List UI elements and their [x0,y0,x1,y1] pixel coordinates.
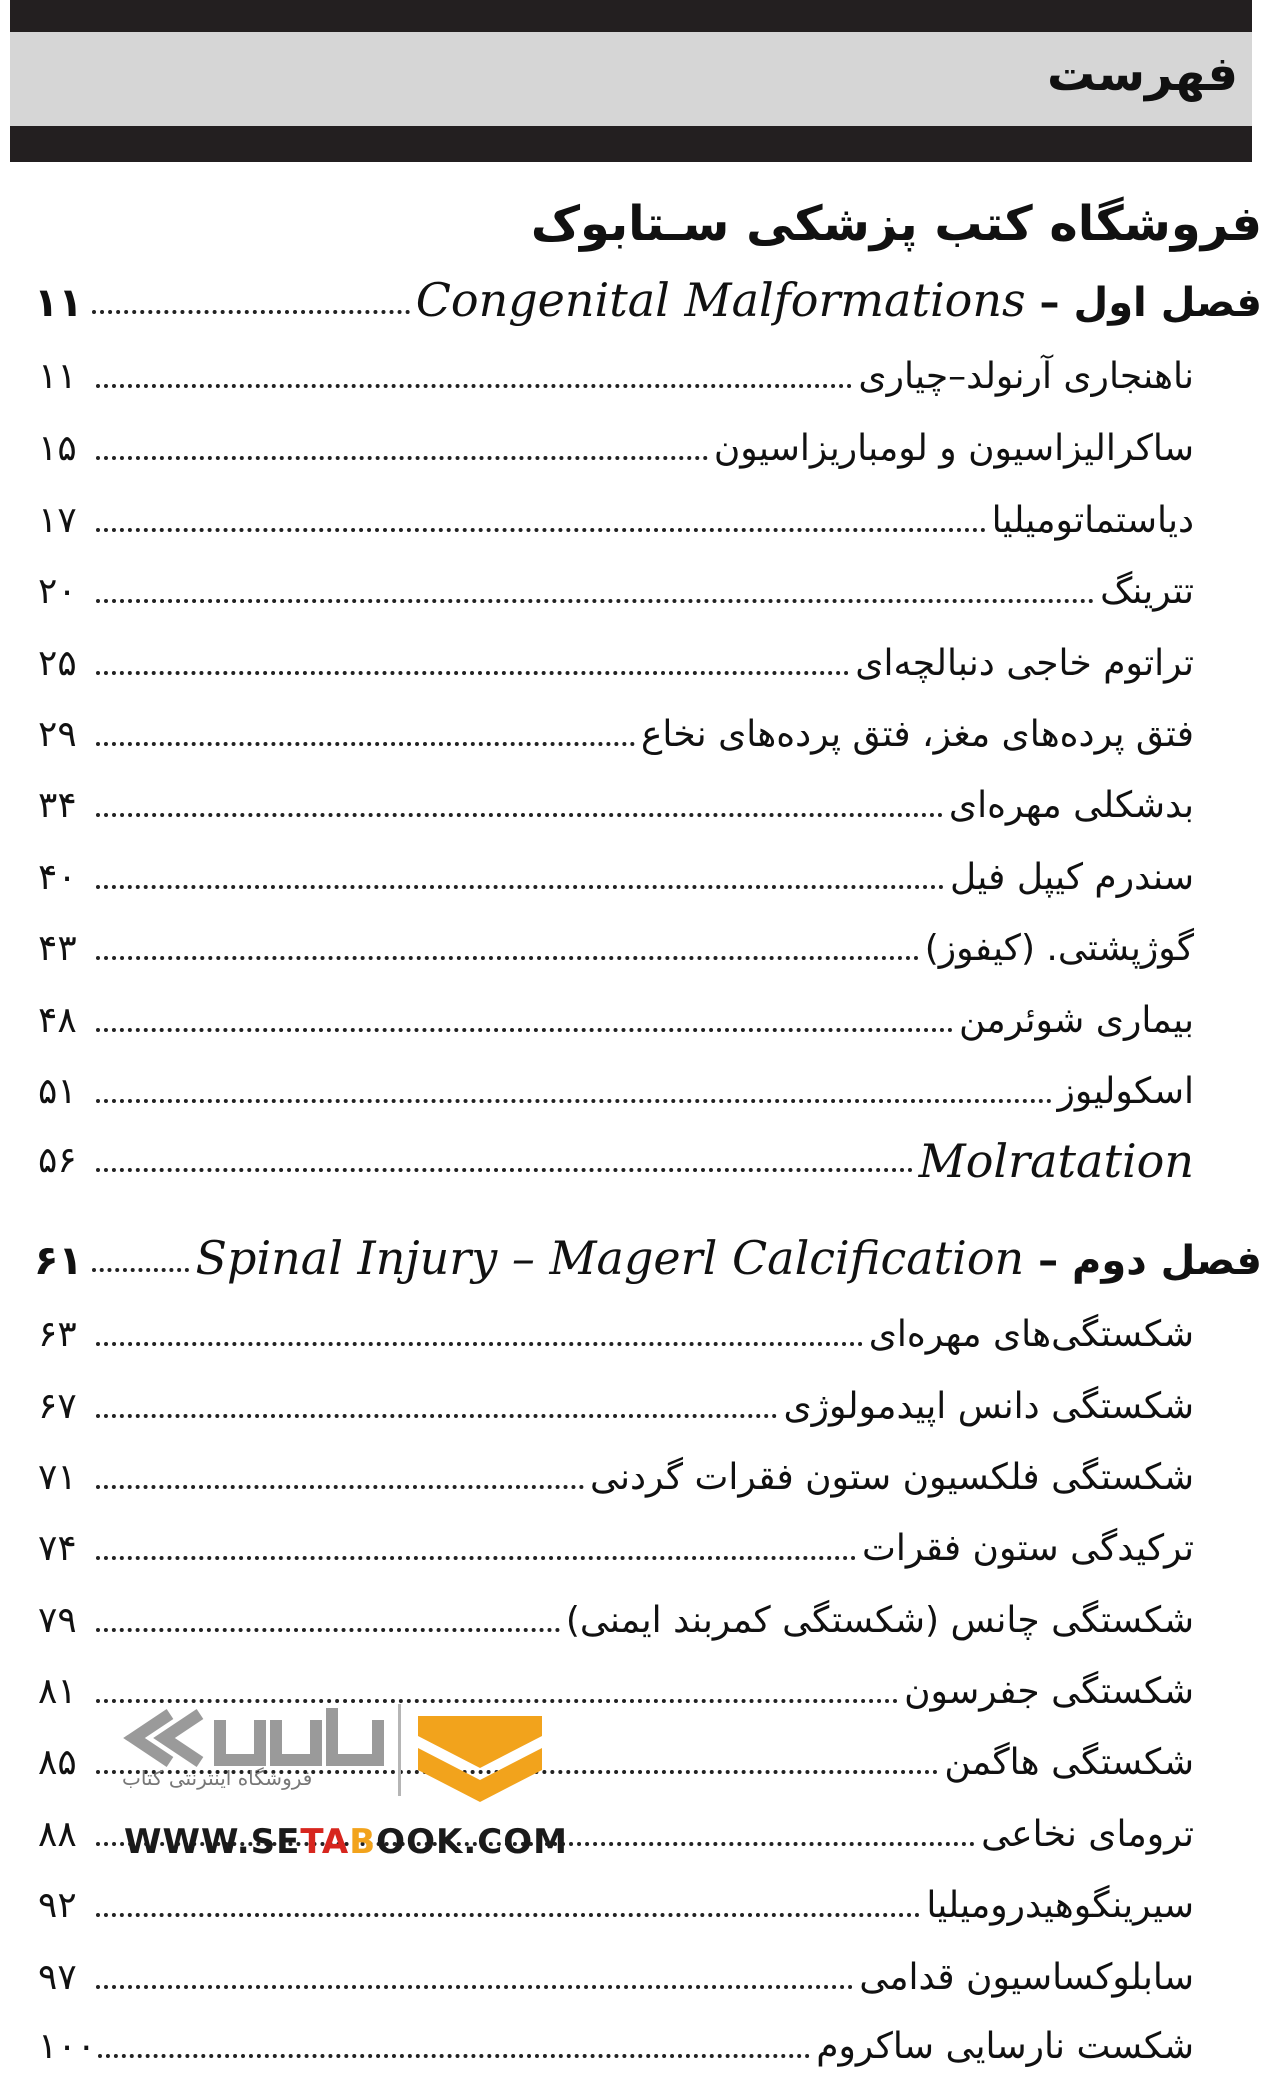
chapter-2-row[interactable] [34,1226,1262,1286]
dot-leader [96,1485,584,1489]
dot-leader [92,310,410,314]
entry-label: ساکرالیزاسیون و لومباریزاسیون [713,428,1194,469]
url-segment-3: B [349,1822,377,1862]
page-number: ۷۱ [38,1457,77,1498]
toc-entry[interactable] [38,1871,1194,1931]
page-number: ۴۰ [38,857,77,898]
entry-label: فتق پرده‌های مغز، فتق پرده‌های نخاع [640,714,1194,755]
page-number: ۲۵ [38,643,77,684]
page-number: ۵۶ [38,1140,77,1181]
page-number: ۸۵ [38,1742,77,1783]
page-number: ۲۰ [38,571,77,612]
toc-entry[interactable] [38,1057,1194,1117]
url-segment-4: OOK.COM [376,1822,568,1862]
dot-leader [96,671,849,675]
dot-leader [92,1268,189,1272]
store-heading: فروشگاه کتب پزشکی سـتابوک [530,196,1262,252]
entry-label: سابلوکساسیون قدامی [859,1957,1194,1998]
dot-leader [96,1414,777,1418]
chapter-2-dash: – [1038,1238,1059,1284]
toc-entry[interactable] [38,914,1194,974]
page-number: ۱۱ [34,280,83,326]
entry-label: شکستگی‌های مهره‌ای [868,1314,1194,1355]
entry-label: سیرینگوهیدرومیلیا [926,1885,1194,1926]
toc-entry[interactable] [38,1126,1194,1186]
toc-entry[interactable] [38,986,1194,1046]
page-number: ۹۲ [38,1885,77,1926]
page-number: ۱۷ [38,500,77,541]
setabook-logo-icon [100,1690,560,1820]
toc-entry[interactable] [38,1300,1194,1360]
entry-label: اسکولیوز [1057,1071,1194,1112]
dot-leader [96,599,1094,603]
page-number: ۷۴ [38,1528,77,1569]
toc-entry[interactable] [38,1586,1194,1646]
url-segment-2: TA [300,1822,350,1862]
toc-entry[interactable] [38,1514,1194,1574]
page-number: ۵۱ [38,1071,77,1112]
dot-leader [96,1985,853,1989]
dot-leader [96,1913,920,1917]
dot-leader [96,1099,1052,1103]
setabook-watermark [100,1690,568,1862]
entry-label: ترومای نخاعی [981,1814,1194,1855]
dot-leader [96,1556,856,1560]
chapter-1-row[interactable] [34,268,1262,328]
page-number: ۸۱ [38,1671,77,1712]
page-number: ۳۴ [38,785,77,826]
chapter-2-prefix: فصل دوم [1072,1238,1262,1284]
dot-leader [96,1342,863,1346]
chapter-1-prefix: فصل اول [1073,280,1262,326]
toc-entry[interactable] [38,414,1194,474]
page-number: ۲۹ [38,714,77,755]
dot-leader [96,456,708,460]
entry-label: تترینگ [1100,571,1194,612]
toc-entry[interactable] [38,557,1194,617]
url-segment-1: WWW.SE [124,1822,301,1862]
toc-entry[interactable] [38,771,1194,831]
page-number: ۱۵ [38,428,77,469]
toc-entry[interactable] [38,2012,1194,2072]
entry-label: شکستگی جفرسون [904,1671,1194,1712]
entry-label: شکستگی دانس اپیدمولوژی [783,1386,1194,1427]
page-number: ۴۳ [38,928,77,969]
watermark-subtitle: فروشگاه اینترنتی کتاب [122,1766,313,1790]
toc-entry[interactable] [38,342,1194,402]
page-number: ۹۷ [38,1957,77,1998]
brand-mark [134,1708,378,1762]
entry-label: بدشکلی مهره‌ای [948,785,1194,826]
orange-chevron-mark [418,1716,542,1802]
chapter-1-label [410,275,1262,328]
page-number: ۶۳ [38,1314,77,1355]
page-number: ۱۰۰ [38,2026,97,2067]
entry-label: بیماری شوئرمن [958,1000,1194,1041]
dot-leader [96,813,943,817]
logo-divider [398,1704,401,1796]
dot-leader [96,956,919,960]
entry-label: شکستگی چانس (شکستگی کمربند ایمنی) [565,1600,1194,1641]
entry-label: ترکیدگی ستون فقرات [861,1528,1194,1569]
dot-leader [96,742,635,746]
chapter-1-english-title: Congenital Malformations [415,273,1026,327]
page-number: ۸۸ [38,1814,77,1855]
entry-label: دیاستماتومیلیا [991,500,1194,541]
dot-leader [96,1028,953,1032]
chapter-1-dash: – [1039,280,1060,326]
dot-leader [96,528,986,532]
entry-label: ناهنجاری آرنولد–چیاری [858,356,1194,397]
entry-label: سندرم کیپل فیل [950,857,1194,898]
page-number: ۶۷ [38,1386,77,1427]
page-number: ۴۸ [38,1000,77,1041]
toc-entry[interactable] [38,1372,1194,1432]
dot-leader [96,1628,560,1632]
entry-label: شکستگی هاگمن [944,1742,1194,1783]
dot-leader [96,1168,913,1172]
chapter-2-label [189,1233,1262,1286]
page-number: ۷۹ [38,1600,77,1641]
chapter-2-english-title: Spinal Injury – Magerl Calcification [195,1231,1025,1285]
toc-entry[interactable] [38,700,1194,760]
toc-entry[interactable] [38,629,1194,689]
dot-leader [98,2054,810,2058]
entry-label: Molratation [918,1134,1194,1188]
entry-label: تراتوم خاجی دنبالچه‌ای [855,643,1194,684]
entry-label: گوژپشتی. (کیفوز) [924,928,1194,969]
page-title: فهرست [1047,46,1238,102]
watermark-url [124,1822,568,1862]
entry-label: شکست نارسایی ساکروم [816,2026,1194,2067]
toc-entry[interactable] [38,486,1194,546]
dot-leader [96,384,852,388]
entry-label: شکستگی فلکسیون ستون فقرات گردنی [589,1457,1194,1498]
dot-leader [96,885,944,889]
page-number: ۶۱ [34,1238,83,1284]
toc-entry[interactable] [38,1943,1194,2003]
toc-entry[interactable] [38,843,1194,903]
page-number: ۱۱ [38,356,77,397]
toc-entry[interactable] [38,1443,1194,1503]
